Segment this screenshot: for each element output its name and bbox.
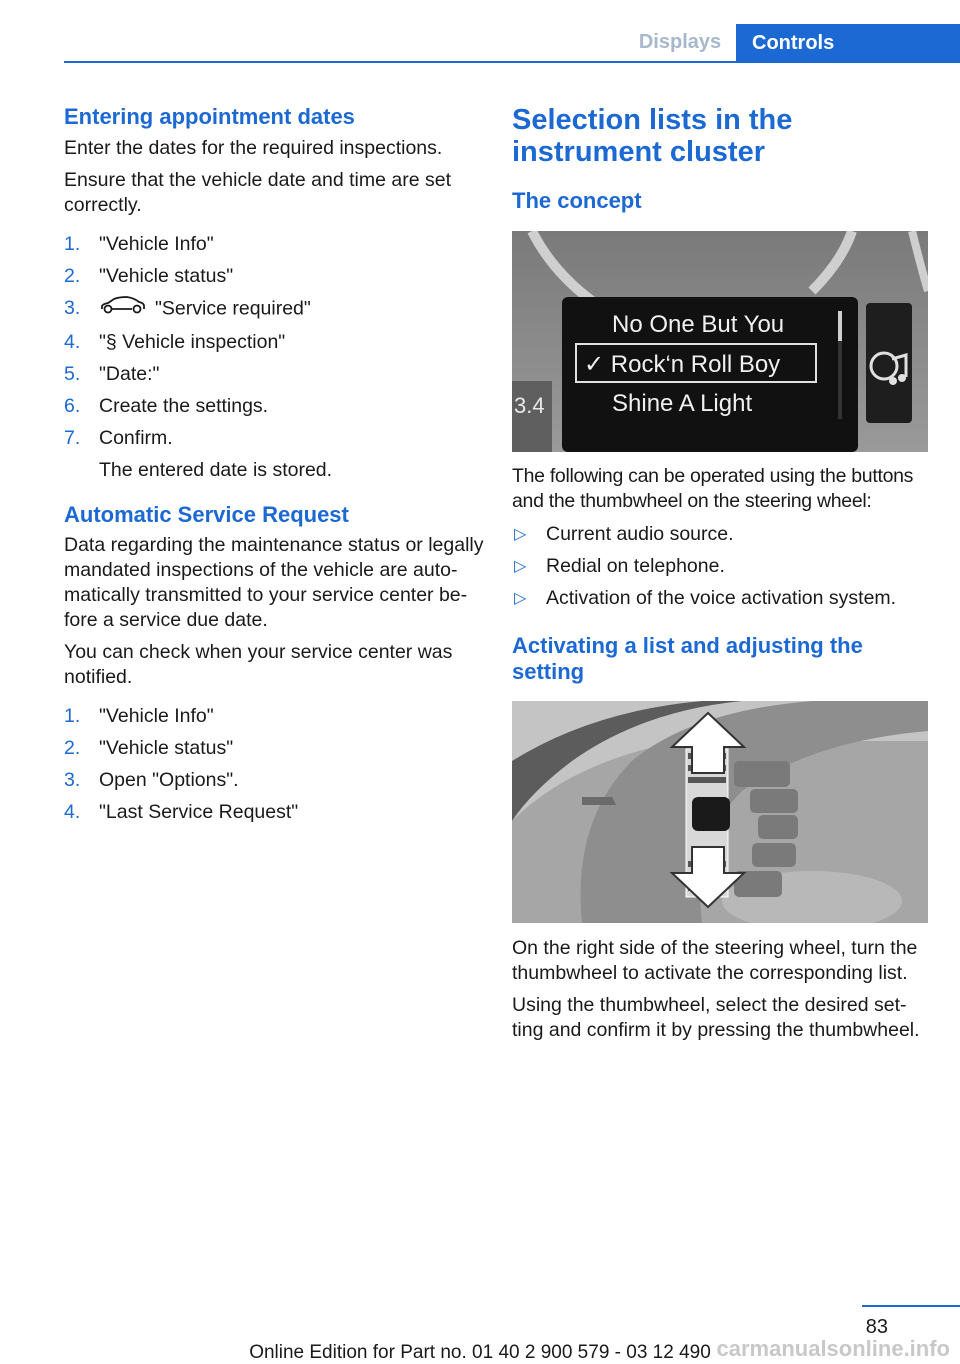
list-item [64, 736, 484, 761]
step-text: "Vehicle status" [99, 737, 234, 759]
list-item [64, 394, 484, 419]
list-item [64, 362, 484, 387]
section-title-automatic-service-request: Automatic Service Request [64, 502, 349, 527]
appointment-steps-list [64, 232, 484, 483]
bullet-text: Redial on telephone. [546, 555, 725, 577]
left-column [64, 100, 484, 832]
watermark: carmanualsonline.info [716, 1336, 950, 1361]
paragraph: Data regarding the maintenance status or legally mandated inspections of the vehicle are auto-matically transmitted to your service center be-fore a service due date. [64, 534, 484, 631]
list-item [512, 586, 930, 611]
paragraph: On the right side of the steering wheel, turn the thumbwheel to activate the corresponding list. [512, 937, 918, 984]
step-number: 4. [64, 331, 81, 353]
paragraph: Enter the dates for the required inspections. [64, 137, 443, 159]
step-number: 6. [64, 395, 81, 417]
triangle-bullet-icon: ▷ [514, 558, 527, 575]
step-number: 5. [64, 363, 81, 385]
section-title-appointment-dates: Entering appointment dates [64, 104, 355, 129]
step-text: Confirm. [99, 427, 173, 449]
list-item [64, 264, 484, 289]
steering-wheel-figure [512, 701, 928, 923]
right-column [512, 100, 930, 1043]
operable-functions-list [512, 522, 930, 611]
step-number: 7. [64, 427, 81, 449]
list-item [64, 232, 484, 257]
footer-rule [862, 1305, 960, 1307]
step-text: Open "Options". [99, 769, 239, 791]
steering-wheel-image [512, 701, 928, 923]
step-text: "Service required" [155, 297, 311, 320]
paragraph: Ensure that the vehicle date and time are set correctly. [64, 169, 451, 216]
section-title-concept: The concept [512, 188, 642, 213]
tab-displays[interactable]: Displays [638, 31, 722, 53]
instrument-cluster-image [512, 231, 928, 452]
edition-footer: Online Edition for Part no. 01 40 2 900 579 - 03 12 490 [249, 1342, 711, 1363]
step-number: 1. [64, 233, 81, 255]
triangle-bullet-icon: ▷ [514, 590, 527, 607]
page-number: 83 [865, 1316, 888, 1338]
list-item [512, 554, 930, 579]
list-item [64, 768, 484, 793]
step-number: 3. [64, 769, 81, 791]
step-number: 4. [64, 801, 81, 823]
car-service-icon [99, 296, 147, 323]
paragraph: You can check when your service center was notified. [64, 641, 453, 688]
list-item [64, 296, 484, 323]
service-request-steps-list [64, 704, 484, 825]
list-item [64, 704, 484, 729]
list-item-shine-a-light: Shine A Light [612, 390, 753, 417]
step-text: Create the settings. [99, 395, 269, 417]
list-item [64, 330, 484, 355]
step-text: "Vehicle Info" [99, 233, 214, 255]
step-number: 1. [64, 705, 81, 727]
step-number: 3. [64, 297, 81, 319]
list-item [512, 522, 930, 547]
tab-controls[interactable]: Controls [736, 24, 960, 62]
step-text: "Vehicle status" [99, 265, 234, 287]
gauge-number: 3.4 [514, 393, 545, 418]
triangle-bullet-icon: ▷ [514, 526, 527, 543]
step-text: "§ Vehicle inspection" [99, 331, 286, 353]
step-text: "Vehicle Info" [99, 705, 214, 727]
list-item-no-one-but-you: No One But You [612, 311, 785, 338]
section-title-activating-list: Activating a list and adjusting the setting [512, 633, 863, 684]
bullet-text: Current audio source. [546, 523, 734, 545]
paragraph: Using the thumbwheel, select the desired set-ting and confirm it by pressing the thumbwheel. [512, 994, 920, 1041]
step-text: "Last Service Request" [99, 801, 299, 823]
list-item-rock-n-roll-boy: ✓ Rock‘n Roll Boy [584, 351, 781, 378]
paragraph: The following can be operated using the buttons and the thumbwheel on the steering wheel: [512, 465, 914, 512]
page-title: Selection lists in the instrument cluster [512, 104, 793, 168]
list-item [64, 426, 484, 483]
header-rule [64, 61, 960, 63]
bullet-text: Activation of the voice activation system. [546, 587, 897, 609]
step-number: 2. [64, 265, 81, 287]
step-text: "Date:" [99, 363, 160, 385]
step-result: The entered date is stored. [99, 459, 333, 481]
instrument-cluster-figure [512, 231, 928, 452]
thumbwheel [692, 797, 730, 831]
step-number: 2. [64, 737, 81, 759]
list-item [64, 800, 484, 825]
